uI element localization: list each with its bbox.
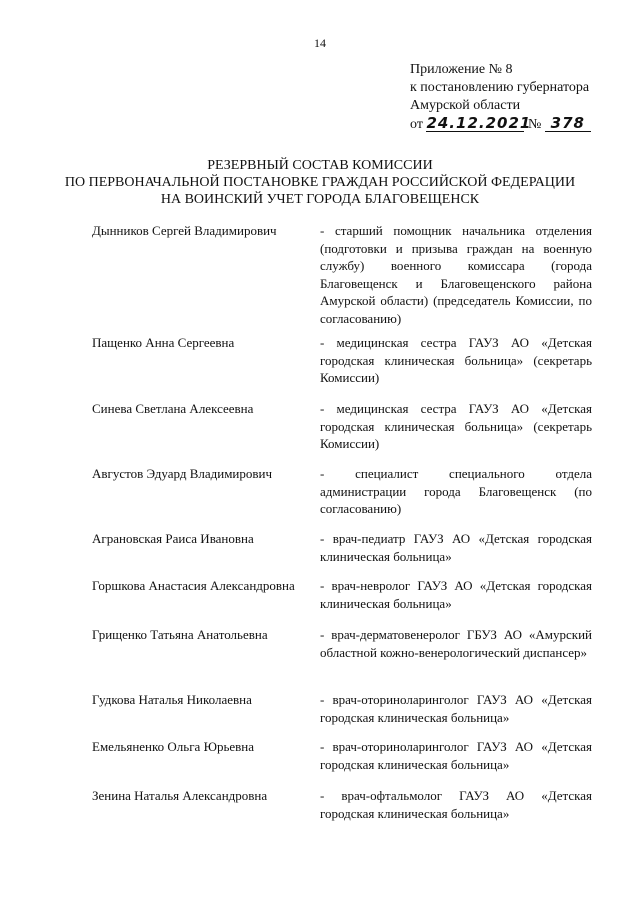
title-line-2: ПО ПЕРВОНАЧАЛЬНОЙ ПОСТАНОВКЕ ГРАЖДАН РОССИЙСКОЙ ФЕДЕРАЦИИ xyxy=(64,175,576,190)
member-row xyxy=(92,465,612,518)
member-role: - врач-педиатр ГАУЗ АО «Детская городская клиническая больница» xyxy=(320,531,592,564)
title-line-3: НА ВОИНСКИЙ УЧЕТ ГОРОДА БЛАГОВЕЩЕНСК xyxy=(160,192,480,207)
handwritten-date: 24.12.2021 xyxy=(426,114,532,132)
member-name: Аграновская Раиса Ивановна xyxy=(92,531,254,546)
member-row xyxy=(92,530,612,565)
member-row xyxy=(92,626,612,661)
member-row xyxy=(92,400,612,453)
member-name: Емельяненко Ольга Юрьевна xyxy=(92,739,255,754)
member-row xyxy=(92,691,612,726)
document-title xyxy=(0,157,640,208)
member-name: Грищенко Татьяна Анатольевна xyxy=(92,627,268,642)
member-role: - специалист специального отдела администрации города Благовещенск (по согласованию) xyxy=(320,466,592,516)
member-row xyxy=(92,222,612,327)
member-role: - врач-невролог ГАУЗ АО «Детская городская клиническая больница» xyxy=(320,578,592,611)
member-role: - старший помощник начальника отделения (подготовки и призыва граждан на военную службу) военного комиссара (города Благовещенск и Благовещенского района Амурской области) (председатель Комиссии, по согласованию) xyxy=(320,223,592,326)
member-row xyxy=(92,577,612,612)
appendix-line-2: к постановлению губернатора xyxy=(410,80,590,95)
member-name: Августов Эдуард Владимирович xyxy=(92,466,273,481)
member-role: - врач-оториноларинголог ГАУЗ АО «Детская городская клиническая больница» xyxy=(320,739,592,772)
member-role: - медицинская сестра ГАУЗ АО «Детская городская клиническая больница» (секретарь Комиссии) xyxy=(320,401,592,451)
member-name: Синева Светлана Алексеевна xyxy=(92,401,254,416)
handwritten-number: 378 xyxy=(545,115,591,132)
member-name: Зенина Наталья Александровна xyxy=(92,788,268,803)
member-role: - врач-дерматовенеролог ГБУЗ АО «Амурский областной кожно-венерологический диспансер» xyxy=(320,627,592,660)
appendix-block xyxy=(410,61,630,134)
from-label: от xyxy=(410,117,423,132)
member-role: - врач-офтальмолог ГАУЗ АО «Детская городская клиническая больница» xyxy=(320,788,592,821)
member-row xyxy=(92,334,612,387)
appendix-line-3: Амурской области xyxy=(410,98,521,113)
appendix-line-1: Приложение № 8 xyxy=(410,62,513,77)
page-number: 14 xyxy=(314,36,326,50)
member-name: Дынников Сергей Владимирович xyxy=(92,223,277,238)
appendix-date-line xyxy=(410,115,630,134)
member-row xyxy=(92,787,612,822)
member-row xyxy=(92,738,612,773)
member-role: - медицинская сестра ГАУЗ АО «Детская городская клиническая больница» (секретарь Комиссии) xyxy=(320,335,592,385)
member-role: - врач-оториноларинголог ГАУЗ АО «Детская городская клиническая больница» xyxy=(320,692,592,725)
member-name: Пащенко Анна Сергеевна xyxy=(92,335,235,350)
member-name: Горшкова Анастасия Александровна xyxy=(92,578,295,593)
number-label: № xyxy=(527,117,542,132)
member-name: Гудкова Наталья Николаевна xyxy=(92,692,252,707)
title-line-1: РЕЗЕРВНЫЙ СОСТАВ КОМИССИИ xyxy=(207,158,433,173)
